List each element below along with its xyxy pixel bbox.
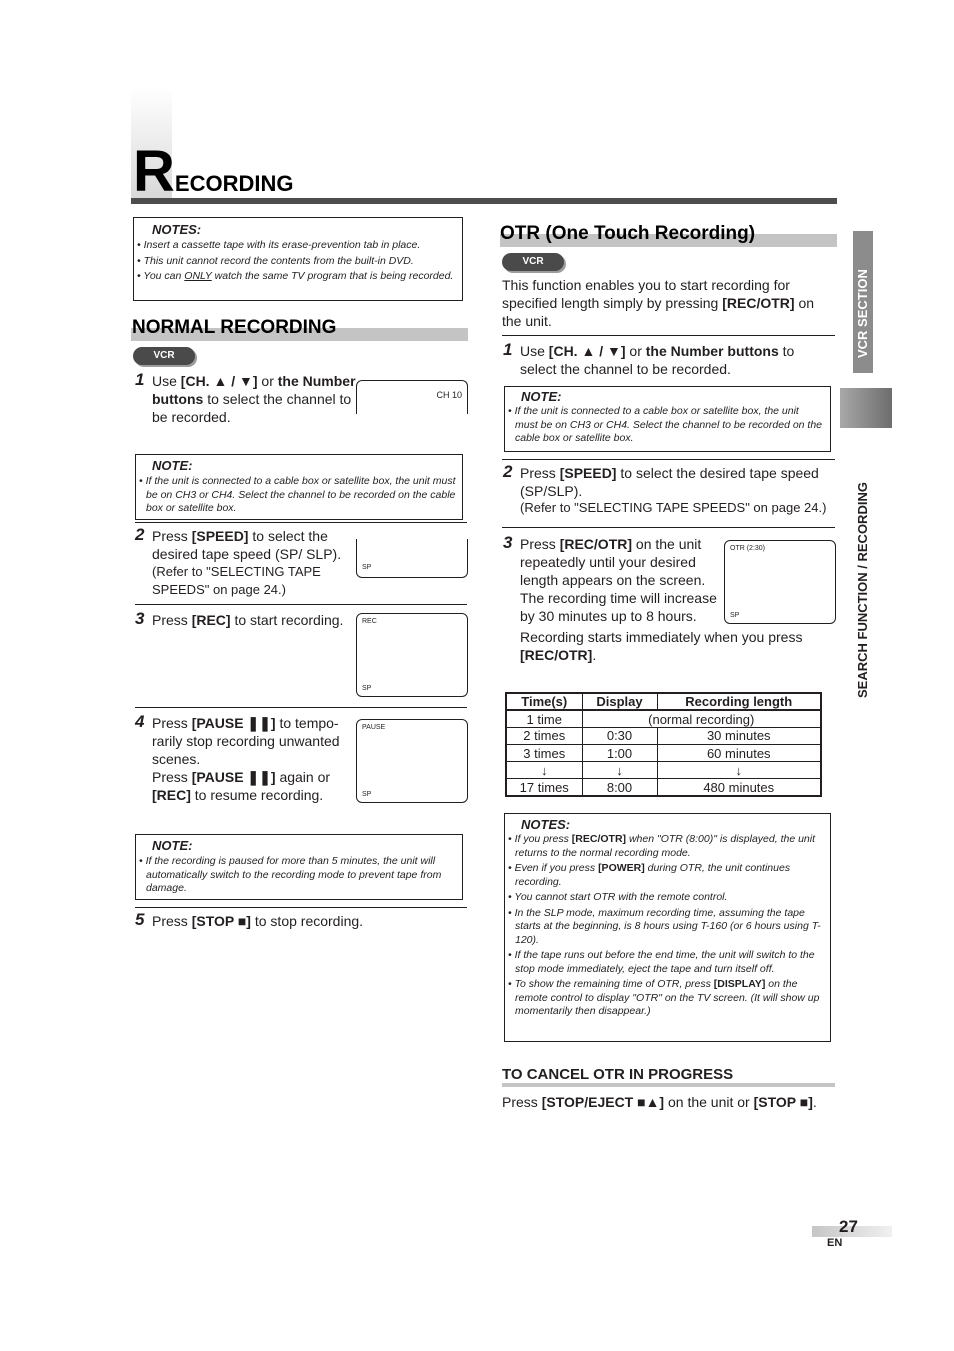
table-cell: 8:00 — [582, 779, 657, 796]
note-item: • In the SLP mode, maximum recording time, assuming the tape starts at the beginning, is 8 hours using T-160 (or 6 hours using T-120). — [508, 906, 821, 946]
divider — [502, 335, 835, 336]
notes-box-top — [133, 217, 463, 301]
notes-heading: NOTES: — [521, 817, 571, 832]
note-item: • If the unit is connected to a cable box or satellite box, the unit must be on CH3 or CH4. Select the channel to be recorded on the cable box or satellite box. — [508, 405, 823, 444]
tv-screen — [356, 719, 468, 803]
table-cell: 1:00 — [582, 745, 657, 762]
note-item: • To show the remaining time of OTR, press [DISPLAY] on the remote control to display "OTR" on the TV screen. (It will show up momentarily then disappear.) — [508, 978, 820, 1017]
step-number: 3 — [135, 609, 145, 628]
cancel-otr-text: Press [STOP/EJECT ■▲] on the unit or [STOP ■]. — [502, 1094, 817, 1110]
otr-intro: This function enables you to start recording for specified length simply by pressing [REC/OTR] on the unit. — [502, 277, 815, 329]
note-box — [135, 454, 463, 520]
table-row — [506, 727, 821, 744]
table-cell: 1 time — [506, 710, 582, 727]
note-heading: NOTE: — [521, 389, 562, 404]
side-vcr-section-label: VCR SECTION — [855, 269, 870, 358]
otr-step-1-text: Use [CH. ▲ / ▼] or the Number buttons to select the channel to be recorded. — [520, 343, 795, 377]
step-number: 3 — [503, 533, 513, 552]
tv-screen — [356, 613, 468, 697]
tv-screen — [356, 380, 468, 414]
screen-label: CH 10 — [436, 390, 462, 400]
table-cell: (normal recording) — [582, 710, 821, 727]
divider — [135, 907, 467, 908]
step-number: 4 — [135, 712, 145, 731]
step-2-ref: (Refer to "SELECTING TAPE SPEEDS" on page 24.) — [152, 564, 321, 597]
screen-label: SP — [730, 612, 740, 619]
table-row — [506, 779, 821, 796]
screen-label: OTR (2:30) — [730, 545, 766, 552]
otr-heading: OTR (One Touch Recording) — [500, 223, 756, 244]
note-item: • Insert a cassette tape with its erase-prevention tab in place. — [137, 239, 421, 251]
divider — [135, 522, 467, 523]
table-header-row — [506, 693, 821, 710]
step-4-text: Press [PAUSE ❚❚] to tempo-rarily stop recording unwanted scenes. Press [PAUSE ❚❚] again or [REC] to resume recording. — [152, 715, 340, 803]
vcr-badge: VCR — [502, 253, 564, 271]
otr-step-3-text: Press [REC/OTR] on the unit repeatedly until your desired length appears on the screen. The recording time will increase by 30 minutes up to 8 hours. — [520, 536, 717, 624]
otr-step-2-text: Press [SPEED] to select the desired tape speed (SP/SLP). — [520, 465, 819, 499]
table-cell: 60 minutes — [657, 745, 821, 762]
note-item: • This unit cannot record the contents from the built-in DVD. — [137, 254, 414, 267]
note-item: • If the recording is paused for more than 5 minutes, the unit will automatically switch to the recording mode to prevent tape from damage. — [139, 855, 442, 894]
table-cell: 30 minutes — [657, 727, 821, 744]
table-header: Display — [582, 693, 657, 710]
table-row — [506, 745, 821, 762]
title-initial: R — [133, 139, 175, 204]
otr-step-3-text-2: Recording starts immediately when you press [REC/OTR]. — [520, 629, 803, 663]
step-number: 1 — [503, 340, 513, 359]
tv-screen — [724, 540, 836, 624]
divider — [135, 707, 467, 708]
note-box — [135, 834, 463, 900]
vcr-badge: VCR — [133, 347, 195, 365]
step-number: 1 — [135, 370, 145, 389]
screen-label: PAUSE — [362, 724, 386, 731]
page-number: 27 — [839, 1217, 858, 1236]
table-cell: 480 minutes — [657, 779, 821, 796]
table-cell: ↓ — [657, 762, 821, 779]
cancel-otr-heading: TO CANCEL OTR IN PROGRESS — [502, 1066, 734, 1083]
otr-step-2-ref: (Refer to "SELECTING TAPE SPEEDS" on page 24.) — [520, 500, 827, 515]
step-number: 2 — [503, 462, 513, 481]
step-number: 5 — [135, 910, 145, 929]
note-box — [504, 386, 831, 452]
note-item: • If the unit is connected to a cable box or satellite box, the unit must be on CH3 or CH4. Select the channel to be recorded on the cable box or satellite box. — [139, 475, 456, 514]
table-cell: ↓ — [582, 762, 657, 779]
note-heading: NOTE: — [152, 458, 193, 473]
note-heading: NOTE: — [152, 838, 193, 853]
side-search-label: SEARCH FUNCTION / RECORDING — [855, 482, 870, 698]
screen-label: SP — [362, 564, 372, 571]
title-rest: ECORDING — [174, 171, 294, 196]
step-2-text: Press [SPEED] to select the desired tape speed (SP/ SLP). — [152, 528, 342, 562]
note-item: • You can ONLY watch the same TV program that is being recorded. — [137, 270, 454, 282]
section-underbar — [502, 1083, 835, 1087]
note-item: • You cannot start OTR with the remote control. — [508, 891, 728, 903]
step-number: 2 — [135, 525, 145, 544]
divider — [502, 459, 835, 460]
divider — [135, 604, 467, 605]
table-cell: 0:30 — [582, 727, 657, 744]
table-header: Time(s) — [506, 693, 582, 710]
page-language: EN — [827, 1237, 843, 1249]
step-5-text: Press [STOP ■] to stop recording. — [152, 913, 364, 929]
otr-notes-box — [504, 813, 831, 1042]
table-row — [506, 762, 821, 779]
divider — [502, 527, 835, 528]
otr-table — [505, 692, 822, 797]
normal-recording-heading: NORMAL RECORDING — [132, 317, 337, 338]
screen-label: SP — [362, 685, 372, 692]
tv-screen — [356, 539, 468, 578]
step-1-text: Use [CH. ▲ / ▼] or the Number buttons to select the channel to be recorded. — [152, 373, 356, 425]
notes-heading: NOTES: — [152, 222, 202, 237]
table-cell: ↓ — [506, 762, 582, 779]
step-3-text: Press [REC] to start recording. — [152, 612, 344, 628]
side-tab-search — [840, 388, 892, 428]
screen-label: REC — [362, 618, 377, 625]
table-header: Recording length — [657, 693, 821, 710]
note-item: • Even if you press [POWER] during OTR, the unit continues recording. — [508, 862, 791, 888]
table-cell: 17 times — [506, 779, 582, 796]
screen-label: SP — [362, 791, 372, 798]
table-row — [506, 710, 821, 727]
note-item: • If you press [REC/OTR] when "OTR (8:00)" is displayed, the unit returns to the normal recording mode. — [508, 833, 816, 859]
note-item: • If the tape runs out before the end time, the unit will switch to the stop mode immediately, eject the tape and turn itself off. — [508, 949, 815, 975]
table-cell: 3 times — [506, 745, 582, 762]
page-title — [133, 139, 294, 204]
table-cell: 2 times — [506, 727, 582, 744]
